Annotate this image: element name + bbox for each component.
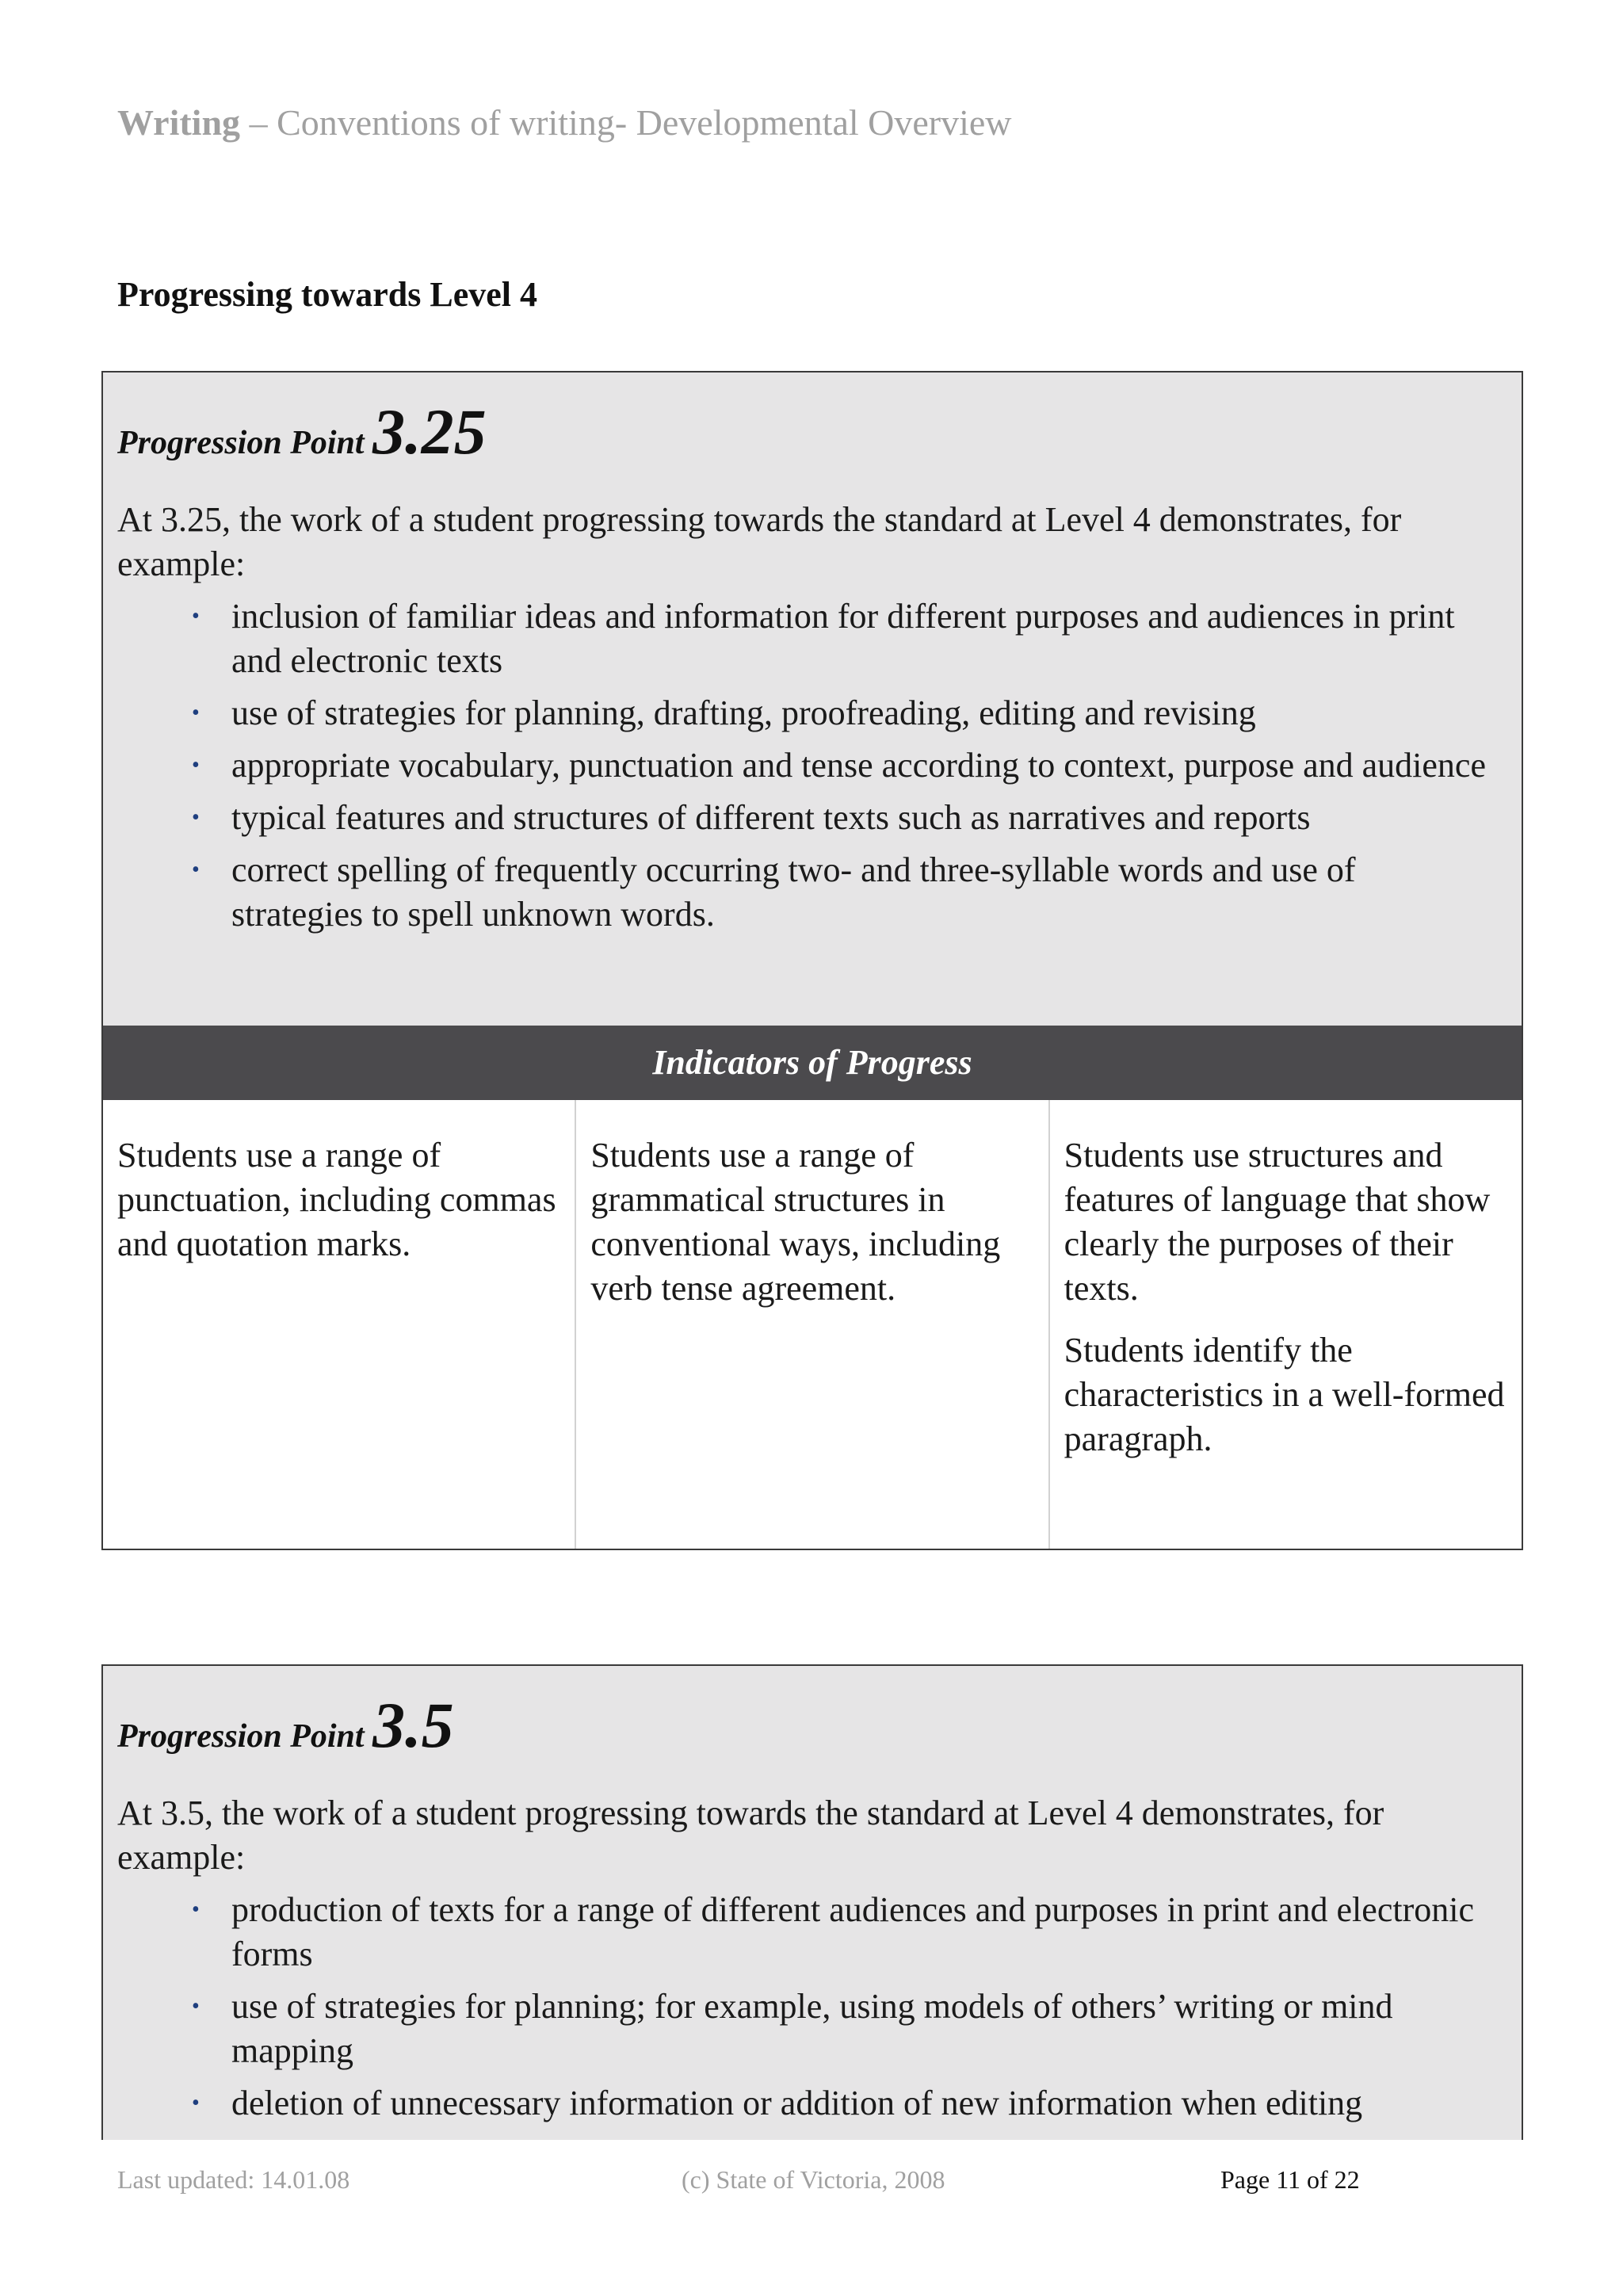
bullet-icon: •	[192, 858, 200, 882]
list-item-text: deletion of unnecessary information or addition of new information when editing	[231, 2084, 1363, 2122]
footer-copyright: (c) State of Victoria, 2008	[682, 2165, 945, 2194]
progression-intro: At 3.25, the work of a student progressing towards the standard at Level 4 demonstrates, for example:	[117, 500, 1402, 583]
indicators-heading: Indicators of Progress	[103, 1026, 1522, 1100]
list-item-text: correct spelling of frequently occurring two- and three-syllable words and use of strategies to spell unknown words.	[231, 850, 1356, 934]
list-item	[103, 1888, 1522, 1977]
bullet-icon: •	[192, 1897, 200, 1922]
section-title: Progressing towards Level 4	[117, 275, 537, 314]
footer-last-updated: Last updated: 14.01.08	[117, 2165, 350, 2194]
indicators-table	[103, 1100, 1522, 1549]
bullet-icon: •	[192, 604, 200, 628]
bullet-icon: •	[192, 1994, 200, 2019]
progression-point-block	[101, 371, 1523, 1550]
list-item-text: production of texts for a range of different audiences and purposes in print and electronic forms	[231, 1890, 1474, 1973]
progression-point-label: Progression Point	[117, 425, 373, 461]
indicator-text: Students identify the characteristics in a well-formed paragraph.	[1064, 1331, 1505, 1458]
list-item	[103, 1985, 1522, 2073]
progression-intro: At 3.5, the work of a student progressing towards the standard at Level 4 demonstrates, for example:	[117, 1794, 1384, 1877]
list-item-text: use of strategies for planning, drafting, proofreading, editing and revising	[231, 693, 1256, 732]
list-item	[103, 2081, 1522, 2126]
bullet-icon: •	[192, 2091, 200, 2115]
indicator-column	[1048, 1100, 1522, 1549]
progression-point-label: Progression Point	[117, 1718, 373, 1755]
list-item-text: typical features and structures of different texts such as narratives and reports	[231, 798, 1311, 837]
header-rest: – Conventions of writing- Developmental Overview	[240, 102, 1012, 143]
list-item	[103, 743, 1522, 788]
bullet-list	[103, 1888, 1522, 2134]
indicator-column	[575, 1100, 1048, 1549]
header-subject: Writing	[117, 102, 241, 143]
list-item	[103, 691, 1522, 735]
progression-point-number: 3.5	[372, 1689, 454, 1761]
list-item-text: appropriate vocabulary, punctuation and tense according to context, purpose and audience	[231, 746, 1486, 785]
progression-point-number: 3.25	[372, 395, 487, 468]
progression-point-block	[101, 1664, 1523, 2140]
list-item	[103, 594, 1522, 683]
list-item	[103, 796, 1522, 840]
bullet-icon: •	[192, 701, 200, 725]
progression-point-title	[117, 395, 487, 469]
list-item-text: use of strategies for planning; for example, using models of others’ writing or mind mapping	[231, 1987, 1393, 2070]
indicator-text: Students use structures and features of language that show clearly the purposes of their texts.	[1064, 1136, 1491, 1308]
bullet-icon: •	[192, 805, 200, 830]
indicator-text: Students use a range of punctuation, including commas and quotation marks.	[117, 1136, 556, 1263]
indicator-text: Students use a range of grammatical structures in conventional ways, including verb tense agreement.	[590, 1136, 1001, 1308]
list-item-text: inclusion of familiar ideas and information for different purposes and audiences in print and electronic texts	[231, 597, 1455, 680]
list-item	[103, 848, 1522, 937]
document-header	[117, 101, 1012, 143]
bullet-icon: •	[192, 753, 200, 777]
indicator-column	[103, 1100, 575, 1549]
bullet-list	[103, 594, 1522, 945]
footer-page-number: Page 11 of 22	[1220, 2165, 1360, 2194]
progression-point-title	[117, 1688, 454, 1763]
